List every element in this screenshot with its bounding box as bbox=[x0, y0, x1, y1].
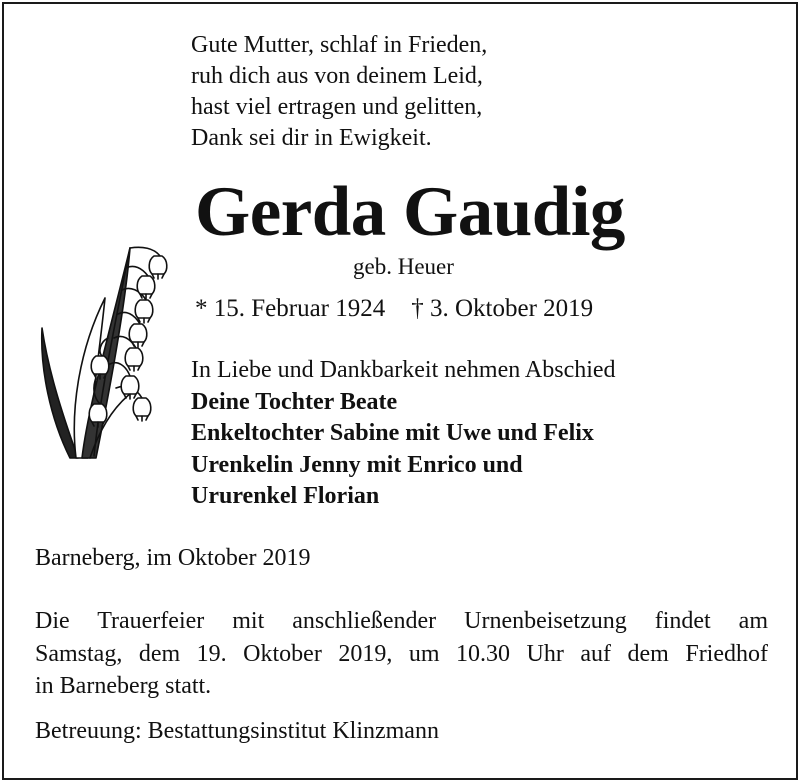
lily-of-the-valley-icon bbox=[30, 228, 180, 460]
funeral-care-provider: Betreuung: Bestattungsinstitut Klinzmann bbox=[35, 718, 439, 744]
mourner-entry: Urenkelin Jenny mit Enrico und bbox=[191, 451, 523, 478]
poem-line: Gute Mutter, schlaf in Frieden, bbox=[191, 32, 488, 58]
deceased-name: Gerda Gaudig bbox=[195, 173, 625, 251]
mourners-intro: In Liebe und Dankbarkeit nehmen Abschied bbox=[191, 357, 616, 383]
poem bbox=[191, 30, 487, 154]
life-dates bbox=[195, 293, 593, 325]
funeral-line: Samstag, dem 19. Oktober 2019, um 10.30 Uhr auf dem Friedhof bbox=[35, 640, 768, 667]
funeral-line: in Barneberg statt. bbox=[35, 673, 212, 699]
birth-date: * 15. Februar 1924 bbox=[195, 295, 386, 322]
mourner-entry: Ururenkel Florian bbox=[191, 483, 380, 509]
maiden-name: geb. Heuer bbox=[353, 254, 454, 279]
poem-line: hast viel ertragen und gelitten, bbox=[191, 94, 483, 120]
funeral-notice bbox=[35, 605, 768, 703]
death-date: † 3. Oktober 2019 bbox=[411, 295, 594, 322]
place-date: Barneberg, im Oktober 2019 bbox=[35, 545, 311, 571]
mourner-entry: Deine Tochter Beate bbox=[191, 388, 398, 415]
poem-line: Dank sei dir in Ewigkeit. bbox=[191, 125, 432, 151]
poem-line: ruh dich aus von deinem Leid, bbox=[191, 63, 483, 89]
mourners bbox=[191, 355, 616, 513]
mourner-entry: Enkeltochter Sabine mit Uwe und Felix bbox=[191, 420, 594, 446]
funeral-line: Die Trauerfeier mit anschließender Urnenbeisetzung findet am bbox=[35, 608, 768, 634]
